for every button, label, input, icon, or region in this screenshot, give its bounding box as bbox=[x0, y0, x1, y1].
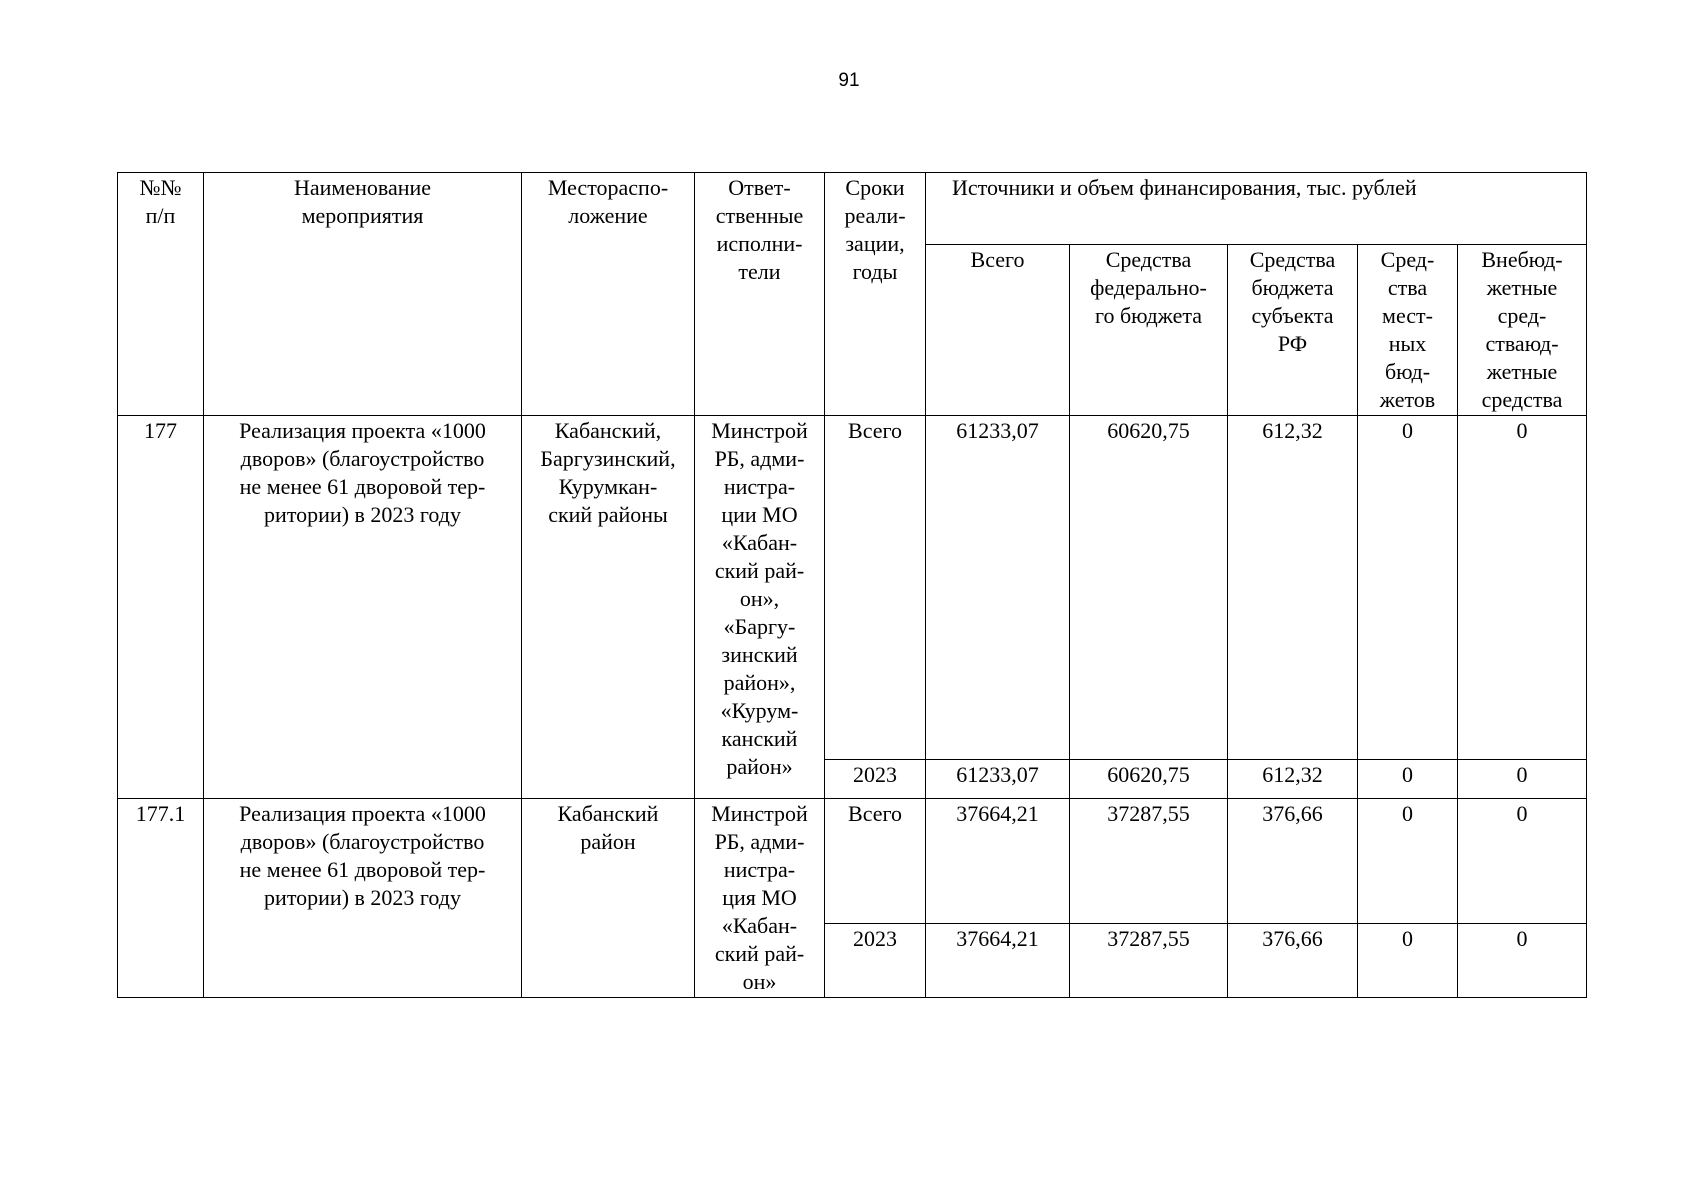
row-total: 61233,07 bbox=[926, 760, 1070, 799]
row-federal: 37287,55 bbox=[1070, 923, 1228, 998]
header-local: Сред- ства мест- ных бюд- жетов bbox=[1358, 245, 1458, 416]
financing-table bbox=[117, 172, 1587, 998]
row-total: 37664,21 bbox=[926, 799, 1070, 924]
row-term: 2023 bbox=[825, 760, 926, 799]
row-regional: 376,66 bbox=[1228, 923, 1358, 998]
row-regional: 612,32 bbox=[1228, 760, 1358, 799]
row-term: Всего bbox=[825, 416, 926, 760]
header-funding: Источники и объем финансирования, тыс. рублей bbox=[926, 173, 1587, 245]
header-federal: Средства федерально- го бюджета bbox=[1070, 245, 1228, 416]
row-num: 177.1 bbox=[118, 799, 204, 998]
header-row-top bbox=[118, 173, 1587, 245]
row-extra: 0 bbox=[1458, 799, 1587, 924]
row-responsible: Минстрой РБ, адми- нистра- ция МО «Кабан- ский рай- он» bbox=[695, 799, 825, 998]
header-total: Всего bbox=[926, 245, 1070, 416]
table-row bbox=[118, 799, 1587, 924]
row-federal: 60620,75 bbox=[1070, 760, 1228, 799]
row-location: Кабанский район bbox=[522, 799, 695, 998]
row-responsible: Минстрой РБ, адми- нистра- ции МО «Кабан- ский рай- он», «Баргу- зинский район», «Курум- канский район» bbox=[695, 416, 825, 799]
row-num: 177 bbox=[118, 416, 204, 799]
row-federal: 37287,55 bbox=[1070, 799, 1228, 924]
row-total: 37664,21 bbox=[926, 923, 1070, 998]
header-extra: Внебюд- жетные сред- стваюд- жетные средства bbox=[1458, 245, 1587, 416]
row-extra: 0 bbox=[1458, 760, 1587, 799]
row-term: Всего bbox=[825, 799, 926, 924]
header-terms: Сроки реали- зации, годы bbox=[825, 173, 926, 416]
header-location: Местораспо- ложение bbox=[522, 173, 695, 416]
page-number: 91 bbox=[838, 70, 860, 91]
row-name: Реализация проекта «1000 дворов» (благоустройство не менее 61 дворовой тер- ритории) в 2023 году bbox=[204, 416, 522, 799]
row-extra: 0 bbox=[1458, 923, 1587, 998]
header-responsible: Ответ- ственные исполни- тели bbox=[695, 173, 825, 416]
row-local: 0 bbox=[1358, 760, 1458, 799]
row-term: 2023 bbox=[825, 923, 926, 998]
row-extra: 0 bbox=[1458, 416, 1587, 760]
header-num: №№ п/п bbox=[118, 173, 204, 416]
row-name: Реализация проекта «1000 дворов» (благоустройство не менее 61 дворовой тер- ритории) в 2023 году bbox=[204, 799, 522, 998]
row-local: 0 bbox=[1358, 799, 1458, 924]
row-local: 0 bbox=[1358, 923, 1458, 998]
row-regional: 376,66 bbox=[1228, 799, 1358, 924]
row-total: 61233,07 bbox=[926, 416, 1070, 760]
header-name: Наименование мероприятия bbox=[204, 173, 522, 416]
row-federal: 60620,75 bbox=[1070, 416, 1228, 760]
header-regional: Средства бюджета субъекта РФ bbox=[1228, 245, 1358, 416]
row-regional: 612,32 bbox=[1228, 416, 1358, 760]
row-location: Кабанский, Баргузинский, Курумкан- ский районы bbox=[522, 416, 695, 799]
table-row bbox=[118, 416, 1587, 760]
row-local: 0 bbox=[1358, 416, 1458, 760]
